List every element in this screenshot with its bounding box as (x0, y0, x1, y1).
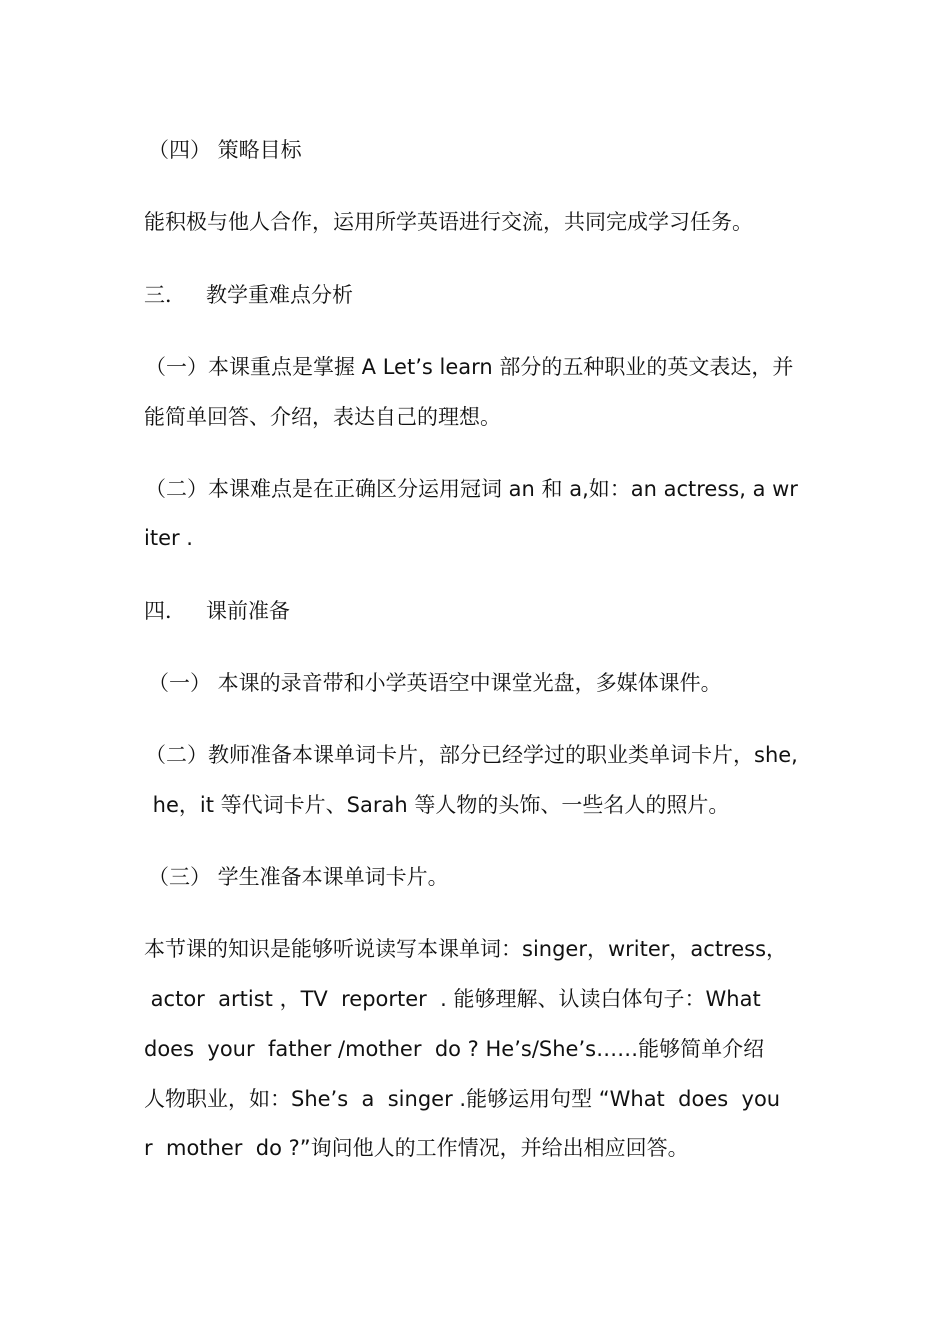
paragraph-key-point-line-2: 能简单回答、介绍，表达自己的理想。 (144, 405, 501, 429)
paragraph-knowledge-line-3: does your father /mother do ? He’s/She’s……能够简单介绍 (144, 1037, 765, 1061)
paragraph-strategy-goal: 能积极与他人合作，运用所学英语进行交流，共同完成学习任务。 (144, 210, 753, 234)
paragraph-difficult-point-line-2: iter . (144, 526, 193, 550)
paragraph-knowledge-line-4: 人物职业，如：She’s a singer .能够运用句型 “What does you (144, 1087, 781, 1111)
paragraph-difficult-point-line-1: （二）本课难点是在正确区分运用冠词 an 和 a,如：an actress, a wr (145, 477, 798, 501)
paragraph-preparation-1: （一） 本课的录音带和小学英语空中课堂光盘，多媒体课件。 (148, 671, 722, 695)
paragraph-knowledge-line-5: r mother do ?”询问他人的工作情况，并给出相应回答。 (144, 1136, 689, 1160)
heading-preparation: 四． 课前准备 (144, 599, 291, 623)
heading-key-points: 三． 教学重难点分析 (144, 283, 354, 307)
paragraph-preparation-2-line-1: （二）教师准备本课单词卡片，部分已经学过的职业类单词卡片，she, (145, 743, 798, 767)
paragraph-preparation-2-line-2: he，it 等代词卡片、Sarah 等人物的头饰、一些名人的照片。 (146, 793, 730, 817)
heading-strategy-goal: （四） 策略目标 (148, 138, 302, 162)
paragraph-key-point-line-1: （一）本课重点是掌握 A Let’s learn 部分的五种职业的英文表达，并 (145, 355, 794, 379)
paragraph-knowledge-line-2: actor artist ，TV reporter . 能够理解、认读白体句子：What (144, 987, 761, 1011)
paragraph-preparation-3: （三） 学生准备本课单词卡片。 (148, 865, 449, 889)
paragraph-knowledge-line-1: 本节课的知识是能够听说读写本课单词：singer，writer，actress， (144, 937, 788, 961)
